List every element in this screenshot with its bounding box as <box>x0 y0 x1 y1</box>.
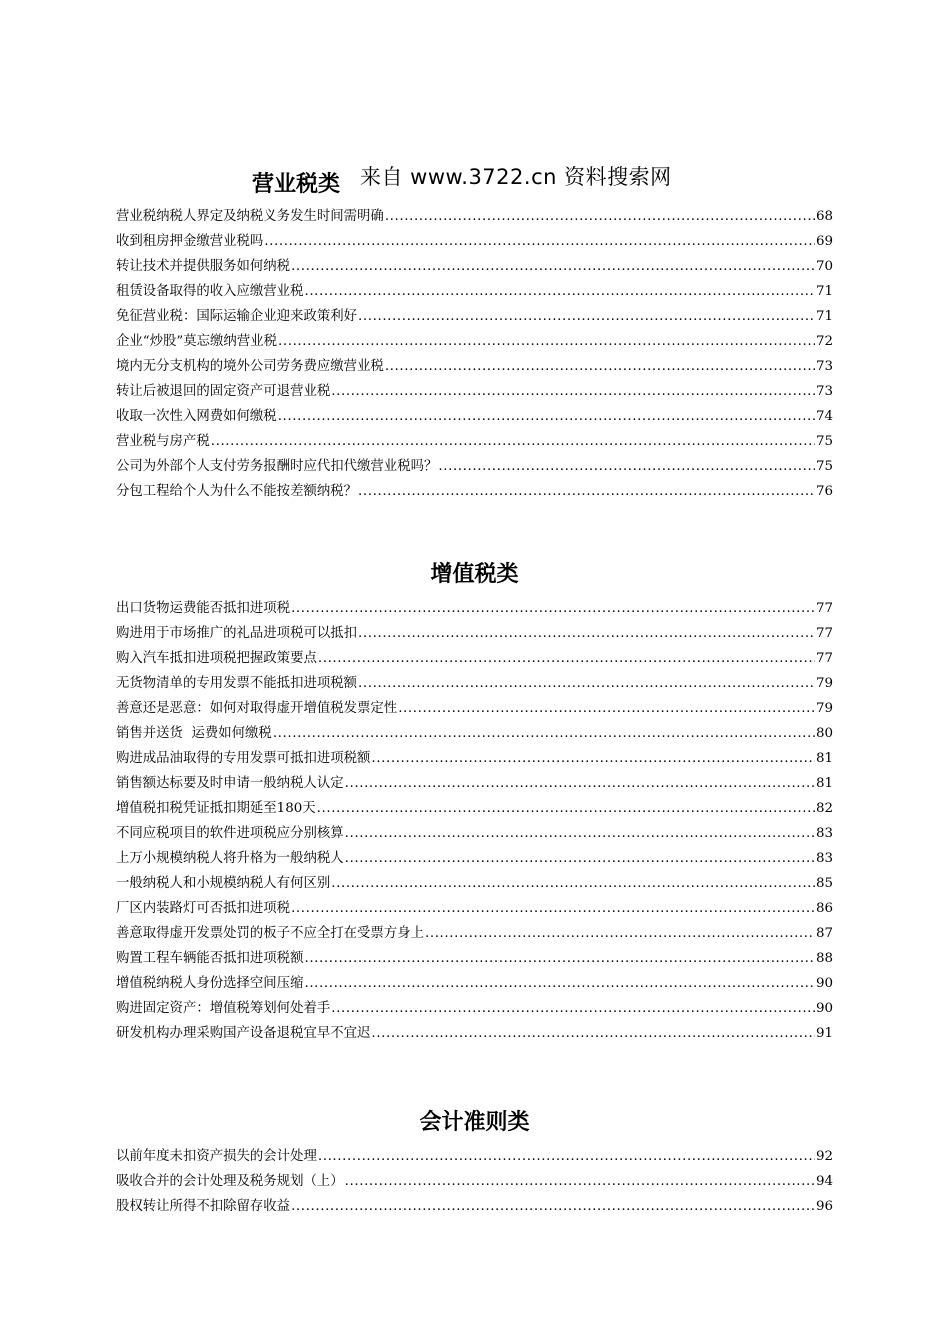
section-business-tax <box>116 165 833 504</box>
toc-entry[interactable] <box>116 821 833 846</box>
toc-entry[interactable] <box>116 1144 833 1169</box>
toc-leader-dots <box>331 379 815 404</box>
toc-entry-page: 77 <box>815 601 833 616</box>
toc-list <box>116 204 833 504</box>
toc-entry[interactable] <box>116 1194 833 1219</box>
toc-leader-dots <box>291 596 815 621</box>
toc-entry-page: 74 <box>815 409 833 424</box>
toc-entry-page: 79 <box>815 701 833 716</box>
toc-entry-title: 分包工程给个人为什么不能按差额纳税？ <box>116 484 358 499</box>
toc-entry[interactable] <box>116 404 833 429</box>
toc-entry[interactable] <box>116 279 833 304</box>
toc-leader-dots <box>345 846 815 871</box>
toc-entry-title: 转让后被退回的固定资产可退营业税 <box>116 384 331 399</box>
toc-entry[interactable] <box>116 746 833 771</box>
toc-entry-page: 85 <box>815 876 833 891</box>
toc-entry-page: 70 <box>815 259 833 274</box>
toc-entry-title: 企业“炒股”莫忘缴纳营业税 <box>116 334 277 349</box>
section-title: 营业税类 <box>252 172 341 197</box>
toc-leader-dots <box>318 1144 815 1169</box>
toc-entry-page: 82 <box>815 801 833 816</box>
toc-leader-dots <box>278 404 815 429</box>
toc-entry[interactable] <box>116 896 833 921</box>
toc-entry-page: 94 <box>815 1174 833 1189</box>
toc-entry-page: 76 <box>815 484 833 499</box>
toc-entry-title: 公司为外部个人支付劳务报酬时应代扣代缴营业税吗？ <box>116 459 438 474</box>
toc-leader-dots <box>273 721 815 746</box>
toc-entry-title: 出口货物运费能否抵扣进项税 <box>116 601 291 616</box>
toc-entry-title: 购进固定资产：增值税筹划何处着手 <box>116 1001 331 1016</box>
toc-entry-page: 90 <box>815 976 833 991</box>
section-heading-row <box>116 1108 833 1144</box>
toc-entry-title: 上万小规模纳税人将升格为一般纳税人 <box>116 851 344 866</box>
toc-entry-title: 营业税纳税人界定及纳税义务发生时间需明确 <box>116 209 384 224</box>
toc-entry-page: 69 <box>815 234 833 249</box>
toc-entry-title: 租赁设备取得的收入应缴营业税 <box>116 284 304 299</box>
toc-entry[interactable] <box>116 621 833 646</box>
toc-entry[interactable] <box>116 254 833 279</box>
toc-entry-title: 善意取得虚开发票处罚的板子不应全打在受票方身上 <box>116 926 424 941</box>
toc-entry[interactable] <box>116 771 833 796</box>
toc-leader-dots <box>345 821 815 846</box>
toc-entry[interactable] <box>116 671 833 696</box>
toc-entry-title: 股权转让所得不扣除留存收益 <box>116 1199 291 1214</box>
toc-entry[interactable] <box>116 946 833 971</box>
toc-entry-title: 一般纳税人和小规模纳税人有何区别 <box>116 876 331 891</box>
toc-list <box>116 596 833 1046</box>
toc-entry-page: 81 <box>815 751 833 766</box>
toc-leader-dots <box>278 329 815 354</box>
toc-leader-dots <box>371 1021 815 1046</box>
toc-entry-title: 境内无分支机构的境外公司劳务费应缴营业税 <box>116 359 384 374</box>
section-vat <box>116 560 833 1046</box>
toc-leader-dots <box>291 254 815 279</box>
toc-leader-dots <box>358 671 815 696</box>
toc-leader-dots <box>398 696 815 721</box>
toc-entry[interactable] <box>116 479 833 504</box>
toc-entry-title: 购入汽车抵扣进项税把握政策要点 <box>116 651 317 666</box>
toc-leader-dots <box>371 746 815 771</box>
toc-entry[interactable] <box>116 646 833 671</box>
toc-entry[interactable] <box>116 429 833 454</box>
toc-list <box>116 1144 833 1219</box>
toc-entry-title: 厂区内装路灯可否抵扣进项税 <box>116 901 291 916</box>
toc-leader-dots <box>317 796 815 821</box>
toc-entry-page: 81 <box>815 776 833 791</box>
toc-entry-title: 不同应税项目的软件进项税应分别核算 <box>116 826 344 841</box>
toc-entry[interactable] <box>116 329 833 354</box>
toc-leader-dots <box>385 204 815 229</box>
toc-entry[interactable] <box>116 696 833 721</box>
toc-leader-dots <box>358 479 815 504</box>
toc-leader-dots <box>438 454 815 479</box>
toc-entry[interactable] <box>116 971 833 996</box>
toc-entry[interactable] <box>116 796 833 821</box>
toc-leader-dots <box>211 429 815 454</box>
toc-leader-dots <box>291 1194 815 1219</box>
toc-entry-page: 79 <box>815 676 833 691</box>
toc-entry-title: 增值税扣税凭证抵扣期延至180天 <box>116 801 316 816</box>
toc-entry-title: 免征营业税：国际运输企业迎来政策利好 <box>116 309 358 324</box>
toc-entry[interactable] <box>116 1169 833 1194</box>
section-title: 增值税类 <box>430 562 519 587</box>
toc-entry-page: 75 <box>815 434 833 449</box>
toc-entry-title: 收到租房押金缴营业税吗 <box>116 234 264 249</box>
watermark-text: 来自 www.3722.cn 资料搜索网 <box>360 165 672 189</box>
toc-entry-title: 购进成品油取得的专用发票可抵扣进项税额 <box>116 751 371 766</box>
toc-entry[interactable] <box>116 846 833 871</box>
toc-entry-title: 增值税纳税人身份选择空间压缩 <box>116 976 304 991</box>
toc-entry-page: 77 <box>815 626 833 641</box>
toc-entry-title: 以前年度未扣资产损失的会计处理 <box>116 1149 317 1164</box>
toc-entry[interactable] <box>116 229 833 254</box>
toc-entry[interactable] <box>116 379 833 404</box>
toc-leader-dots <box>318 646 815 671</box>
toc-leader-dots <box>358 304 815 329</box>
toc-entry-page: 75 <box>815 459 833 474</box>
toc-entry-page: 71 <box>815 284 833 299</box>
toc-entry-page: 88 <box>815 951 833 966</box>
toc-entry-page: 73 <box>815 384 833 399</box>
toc-entry[interactable] <box>116 721 833 746</box>
toc-entry[interactable] <box>116 871 833 896</box>
toc-entry[interactable] <box>116 996 833 1021</box>
toc-entry-page: 73 <box>815 359 833 374</box>
toc-entry[interactable] <box>116 304 833 329</box>
toc-entry-title: 无货物清单的专用发票不能抵扣进项税额 <box>116 676 358 691</box>
toc-entry-title: 收取一次性入网费如何缴税 <box>116 409 277 424</box>
toc-entry-title: 购进用于市场推广的礼品进项税可以抵扣 <box>116 626 358 641</box>
toc-entry-title: 善意还是恶意：如何对取得虚开增值税发票定性 <box>116 701 398 716</box>
section-title: 会计准则类 <box>419 1110 530 1135</box>
toc-entry[interactable] <box>116 596 833 621</box>
toc-entry-page: 83 <box>815 826 833 841</box>
toc-entry-page: 83 <box>815 851 833 866</box>
toc-entry-title: 营业税与房产税 <box>116 434 210 449</box>
toc-entry[interactable] <box>116 1021 833 1046</box>
toc-entry[interactable] <box>116 454 833 479</box>
toc-leader-dots <box>291 896 815 921</box>
toc-entry-page: 96 <box>815 1199 833 1214</box>
toc-leader-dots <box>331 871 815 896</box>
toc-leader-dots <box>304 279 814 304</box>
toc-leader-dots <box>345 771 815 796</box>
toc-entry-page: 87 <box>815 926 833 941</box>
toc-entry-page: 92 <box>815 1149 833 1164</box>
toc-entry-page: 68 <box>815 209 833 224</box>
toc-entry-page: 80 <box>815 726 833 741</box>
toc-leader-dots <box>425 921 815 946</box>
toc-leader-dots <box>264 229 815 254</box>
section-heading-row <box>116 560 833 596</box>
toc-leader-dots <box>304 946 814 971</box>
toc-entry-title: 购置工程车辆能否抵扣进项税额 <box>116 951 304 966</box>
toc-entry-title: 研发机构办理采购国产设备退税宜早不宜迟 <box>116 1026 371 1041</box>
toc-entry[interactable] <box>116 204 833 229</box>
toc-entry-page: 77 <box>815 651 833 666</box>
toc-entry-page: 72 <box>815 334 833 349</box>
toc-leader-dots <box>304 971 814 996</box>
toc-entry-page: 90 <box>815 1001 833 1016</box>
section-heading-row <box>116 165 833 204</box>
toc-entry-title: 吸收合并的会计处理及税务规划（上） <box>116 1174 344 1189</box>
toc-entry-page: 86 <box>815 901 833 916</box>
toc-entry-page: 91 <box>815 1026 833 1041</box>
toc-leader-dots <box>385 354 815 379</box>
toc-leader-dots <box>331 996 815 1021</box>
toc-entry-title: 转让技术并提供服务如何纳税 <box>116 259 291 274</box>
toc-entry-page: 71 <box>815 309 833 324</box>
toc-entry[interactable] <box>116 354 833 379</box>
toc-entry-title: 销售额达标要及时申请一般纳税人认定 <box>116 776 344 791</box>
toc-entry[interactable] <box>116 921 833 946</box>
toc-leader-dots <box>345 1169 815 1194</box>
toc-leader-dots <box>358 621 815 646</box>
toc-entry-title: 销售并送货 运费如何缴税 <box>116 726 272 741</box>
section-accounting-standards <box>116 1108 833 1219</box>
